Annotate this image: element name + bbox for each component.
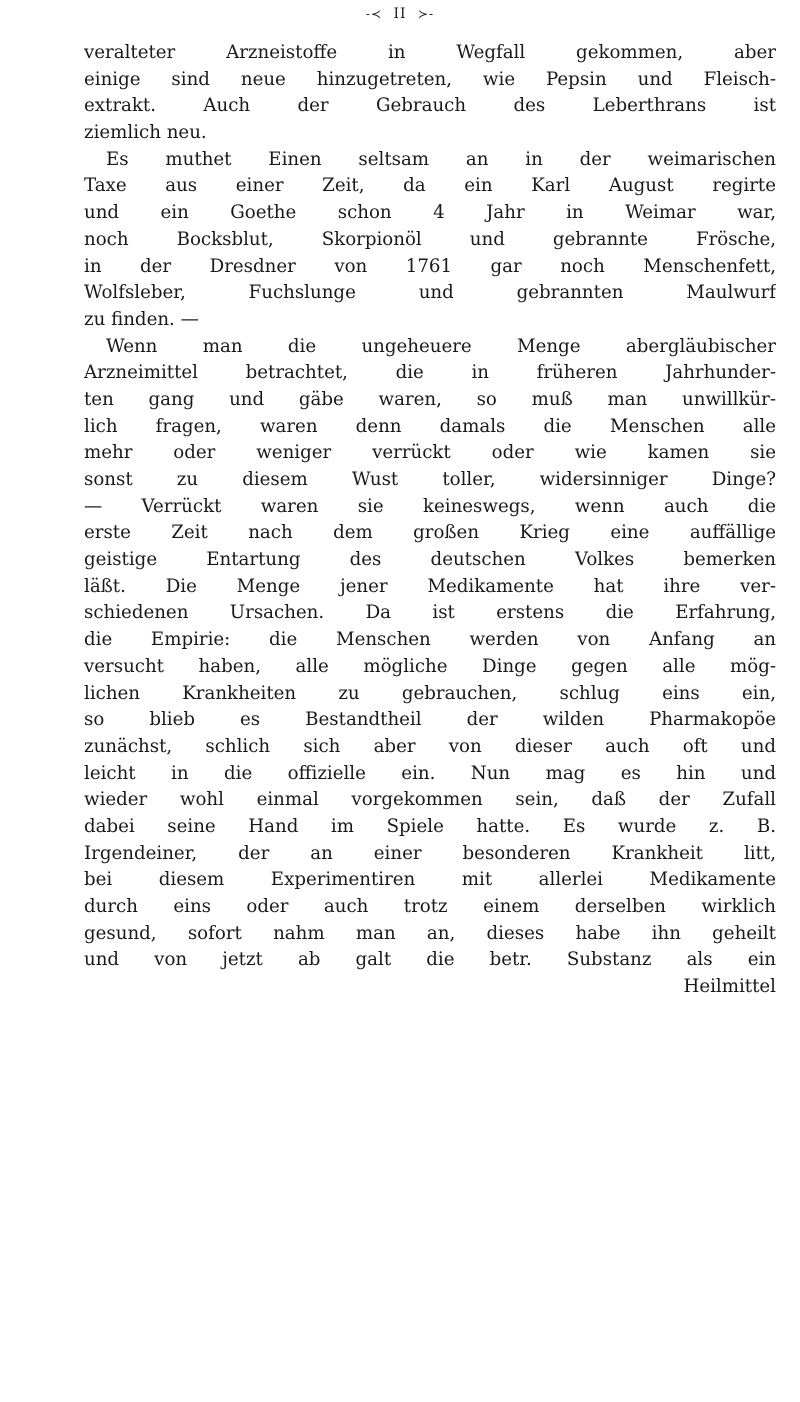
page-header — [0, 6, 800, 22]
text-line: Wolfsleber, Fuchslunge und gebrannten Maulwurf — [84, 282, 776, 304]
text-line: und ein Goethe schon 4 Jahr in Weimar war, — [84, 202, 776, 224]
text-line: geistige Entartung des deutschen Volkes bemerken — [84, 549, 776, 571]
text-line: bei diesem Experimentiren mit allerlei Medikamente — [84, 869, 776, 891]
text-line: zu finden. — — [84, 308, 199, 330]
text-line: Irgendeiner, der an einer besonderen Krankheit litt, — [84, 842, 776, 864]
text-line: und von jetzt ab galt die betr. Substanz als ein — [84, 949, 776, 971]
body-text — [84, 40, 776, 1001]
text-line: lichen Krankheiten zu gebrauchen, schlug eins ein, — [84, 682, 776, 704]
text-line: so blieb es Bestandtheil der wilden Pharmakopöe — [84, 709, 776, 731]
page-number: II — [393, 6, 407, 22]
text-line: sonst zu diesem Wust toller, widersinniger Dinge? — [84, 469, 776, 490]
text-line: schiedenen Ursachen. Da ist erstens die Erfahrung, — [84, 602, 776, 624]
text-line: — Verrückt waren sie keineswegs, wenn auch die — [84, 495, 776, 517]
text-line: durch eins oder auch trotz einem derselben wirklich — [84, 896, 776, 917]
text-line: Wenn man die ungeheuere Menge abergläubischer — [106, 335, 776, 357]
text-line: ziemlich neu. — [84, 122, 207, 144]
text-line: einige sind neue hinzugetreten, wie Pepsin und Fleisch- — [84, 68, 776, 90]
text-line: dabei seine Hand im Spiele hatte. Es wurde z. B. — [84, 815, 776, 837]
text-line: versucht haben, alle mögliche Dinge gegen alle mög- — [84, 655, 776, 677]
text-line: die Empirie: die Menschen werden von Anfang an — [84, 629, 776, 651]
text-line: wieder wohl einmal vorgekommen sein, daß der Zufall — [84, 789, 776, 811]
text-line: in der Dresdner von 1761 gar noch Menschenfett, — [84, 255, 776, 277]
text-line: Taxe aus einer Zeit, da ein Karl August regirte — [84, 175, 776, 197]
text-line: erste Zeit nach dem großen Krieg eine auffällige — [84, 522, 776, 544]
text-line: Heilmittel — [683, 976, 776, 998]
right-ornament: ≻- — [417, 7, 435, 21]
text-line: lich fragen, waren denn damals die Menschen alle — [84, 415, 776, 437]
text-line: zunächst, schlich sich aber von dieser auch oft und — [84, 735, 776, 757]
text-line: mehr oder weniger verrückt oder wie kamen sie — [84, 442, 776, 464]
text-line: leicht in die offizielle ein. Nun mag es hin und — [84, 762, 776, 784]
text-line: veralteter Arzneistoffe in Wegfall gekommen, aber — [84, 42, 776, 63]
text-line: noch Bocksblut, Skorpionöl und gebrannte Frösche, — [84, 228, 776, 250]
text-line: Es muthet Einen seltsam an in der weimarischen — [106, 148, 776, 170]
text-line: läßt. Die Menge jener Medikamente hat ihre ver- — [84, 575, 776, 597]
text-line: gesund, sofort nahm man an, dieses habe ihn geheilt — [84, 922, 776, 944]
text-line: ten gang und gäbe waren, so muß man unwillkür- — [84, 388, 776, 410]
text-line: Arzneimittel betrachtet, die in früheren Jahrhunder- — [84, 362, 776, 384]
text-line: extrakt. Auch der Gebrauch des Leberthrans ist — [84, 95, 776, 117]
left-ornament: -≺ — [365, 7, 383, 21]
